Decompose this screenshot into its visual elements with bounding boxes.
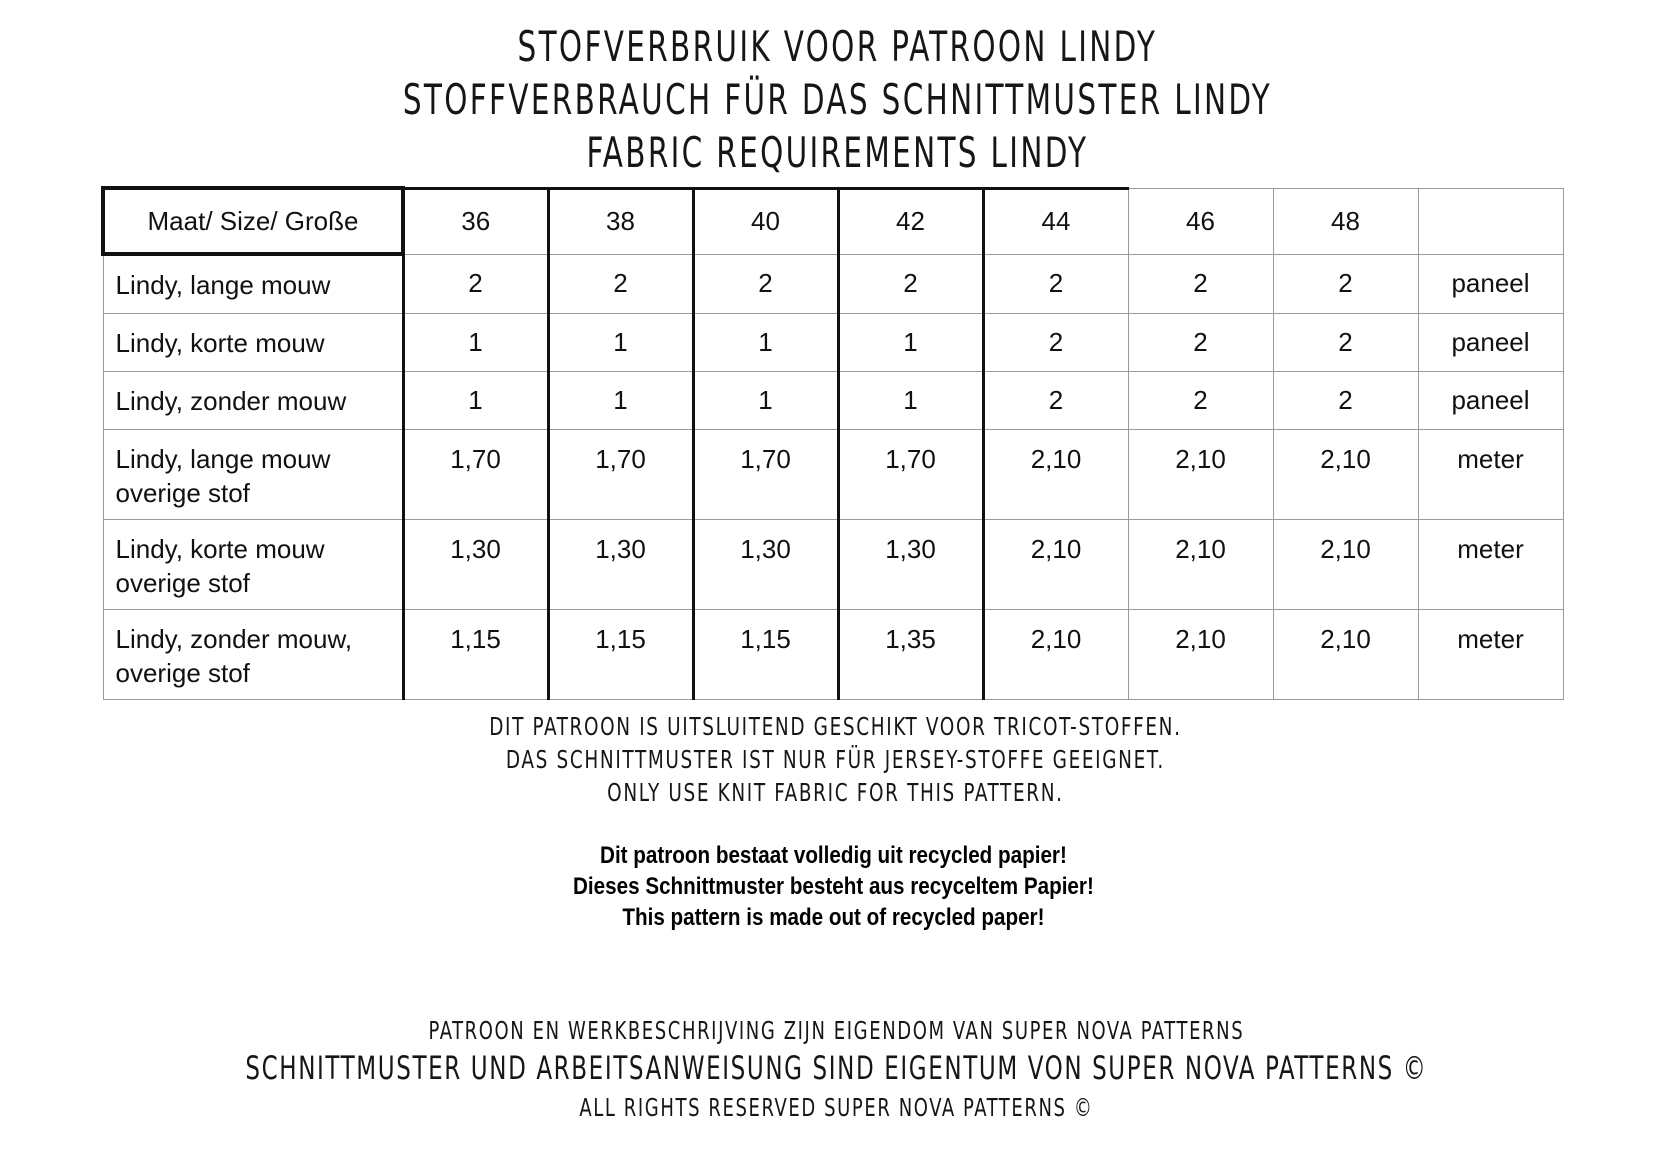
row-label: Lindy, lange mouw: [103, 254, 403, 314]
table-cell: 2: [983, 372, 1128, 430]
table-cell: 2: [1128, 254, 1273, 314]
table-cell: 2,10: [983, 610, 1128, 700]
table-row: [103, 520, 1563, 610]
table-cell: 1: [693, 314, 838, 372]
copyright-german: SCHNITTMUSTER UND ARBEITSANWEISUNG SIND EIGENTUM VON SUPER NOVA PATTERNS ©: [245, 1049, 1428, 1087]
table-cell: 1,30: [693, 520, 838, 610]
fabric-note-english: ONLY USE KNIT FABRIC FOR THIS PATTERN.: [607, 778, 1064, 807]
row-label: Lindy, zonder mouw, overige stof: [103, 610, 403, 700]
size-header: 38: [548, 188, 693, 254]
table-cell: 2: [838, 254, 983, 314]
size-header: 44: [983, 188, 1128, 254]
fabric-note-german: DAS SCHNITTMUSTER IST NUR FÜR JERSEY-STOFFE GEEIGNET.: [505, 745, 1165, 774]
table-cell: 2: [1128, 314, 1273, 372]
size-header: 36: [403, 188, 548, 254]
table-cell: 1: [693, 372, 838, 430]
table-cell: 1,70: [838, 430, 983, 520]
table-cell: 2: [693, 254, 838, 314]
table-cell: 1,30: [838, 520, 983, 610]
table-cell: 2,10: [1273, 520, 1418, 610]
unit-cell: meter: [1418, 610, 1563, 700]
table-cell: 1,30: [548, 520, 693, 610]
table-cell: 2,10: [1273, 430, 1418, 520]
table-row: [103, 610, 1563, 700]
table-cell: 2: [1273, 372, 1418, 430]
unit-cell: meter: [1418, 430, 1563, 520]
table-row: [103, 372, 1563, 430]
table-cell: 1: [403, 372, 548, 430]
table-cell: 1: [548, 372, 693, 430]
unit-cell: paneel: [1418, 372, 1563, 430]
table-cell: 1,70: [403, 430, 548, 520]
table-cell: 2,10: [1273, 610, 1418, 700]
row-label: Lindy, zonder mouw: [103, 372, 403, 430]
fabric-requirements-table: [101, 186, 1564, 700]
recycled-note-german: Dieses Schnittmuster besteht aus recyceltem Papier!: [573, 873, 1094, 900]
recycled-note-dutch: Dit patroon bestaat volledig uit recycled papier!: [600, 842, 1067, 869]
fabric-note-dutch: DIT PATROON IS UITSLUITEND GESCHIKT VOOR TRICOT-STOFFEN.: [489, 712, 1182, 741]
table-cell: 2,10: [1128, 610, 1273, 700]
title-line-dutch: STOFVERBRUIK VOOR PATROON LINDY: [517, 22, 1158, 71]
table-cell: 1,30: [403, 520, 548, 610]
table-cell: 1,70: [548, 430, 693, 520]
table-cell: 2,10: [1128, 520, 1273, 610]
table-row: [103, 430, 1563, 520]
unit-cell: paneel: [1418, 254, 1563, 314]
recycled-note-english: This pattern is made out of recycled paper!: [622, 904, 1045, 931]
table-row: [103, 314, 1563, 372]
table-cell: 1: [838, 314, 983, 372]
copyright-dutch: PATROON EN WERKBESCHRIJVING ZIJN EIGENDOM VAN SUPER NOVA PATTERNS: [428, 1016, 1245, 1045]
size-header: 42: [838, 188, 983, 254]
unit-cell: meter: [1418, 520, 1563, 610]
title-line-german: STOFFVERBRAUCH FÜR DAS SCHNITTMUSTER LINDY: [402, 75, 1272, 124]
copyright-english: ALL RIGHTS RESERVED SUPER NOVA PATTERNS ©: [579, 1093, 1094, 1122]
table-cell: 2,10: [983, 520, 1128, 610]
table-cell: 1,15: [548, 610, 693, 700]
table-cell: 1: [548, 314, 693, 372]
table-cell: 2,10: [983, 430, 1128, 520]
table-cell: 2: [548, 254, 693, 314]
table-cell: 1: [403, 314, 548, 372]
row-label: Lindy, korte mouw: [103, 314, 403, 372]
title-line-english: FABRIC REQUIREMENTS LINDY: [586, 128, 1089, 177]
table-cell: 2,10: [1128, 430, 1273, 520]
table-cell: 1: [838, 372, 983, 430]
row-label: Lindy, korte mouw overige stof: [103, 520, 403, 610]
table-cell: 1,15: [403, 610, 548, 700]
size-header: 46: [1128, 188, 1273, 254]
unit-cell: paneel: [1418, 314, 1563, 372]
table-cell: 1,15: [693, 610, 838, 700]
row-label: Lindy, lange mouw overige stof: [103, 430, 403, 520]
unit-header: [1418, 188, 1563, 254]
table-cell: 1,70: [693, 430, 838, 520]
size-header: 40: [693, 188, 838, 254]
size-header: 48: [1273, 188, 1418, 254]
table-cell: 2: [1273, 254, 1418, 314]
table-row: [103, 254, 1563, 314]
table-cell: 2: [983, 254, 1128, 314]
table-cell: 2: [403, 254, 548, 314]
table-cell: 2: [1273, 314, 1418, 372]
size-header-cell: Maat/ Size/ Große: [103, 188, 403, 254]
table-cell: 2: [1128, 372, 1273, 430]
table-header-row: [103, 188, 1563, 254]
table-cell: 2: [983, 314, 1128, 372]
table-cell: 1,35: [838, 610, 983, 700]
